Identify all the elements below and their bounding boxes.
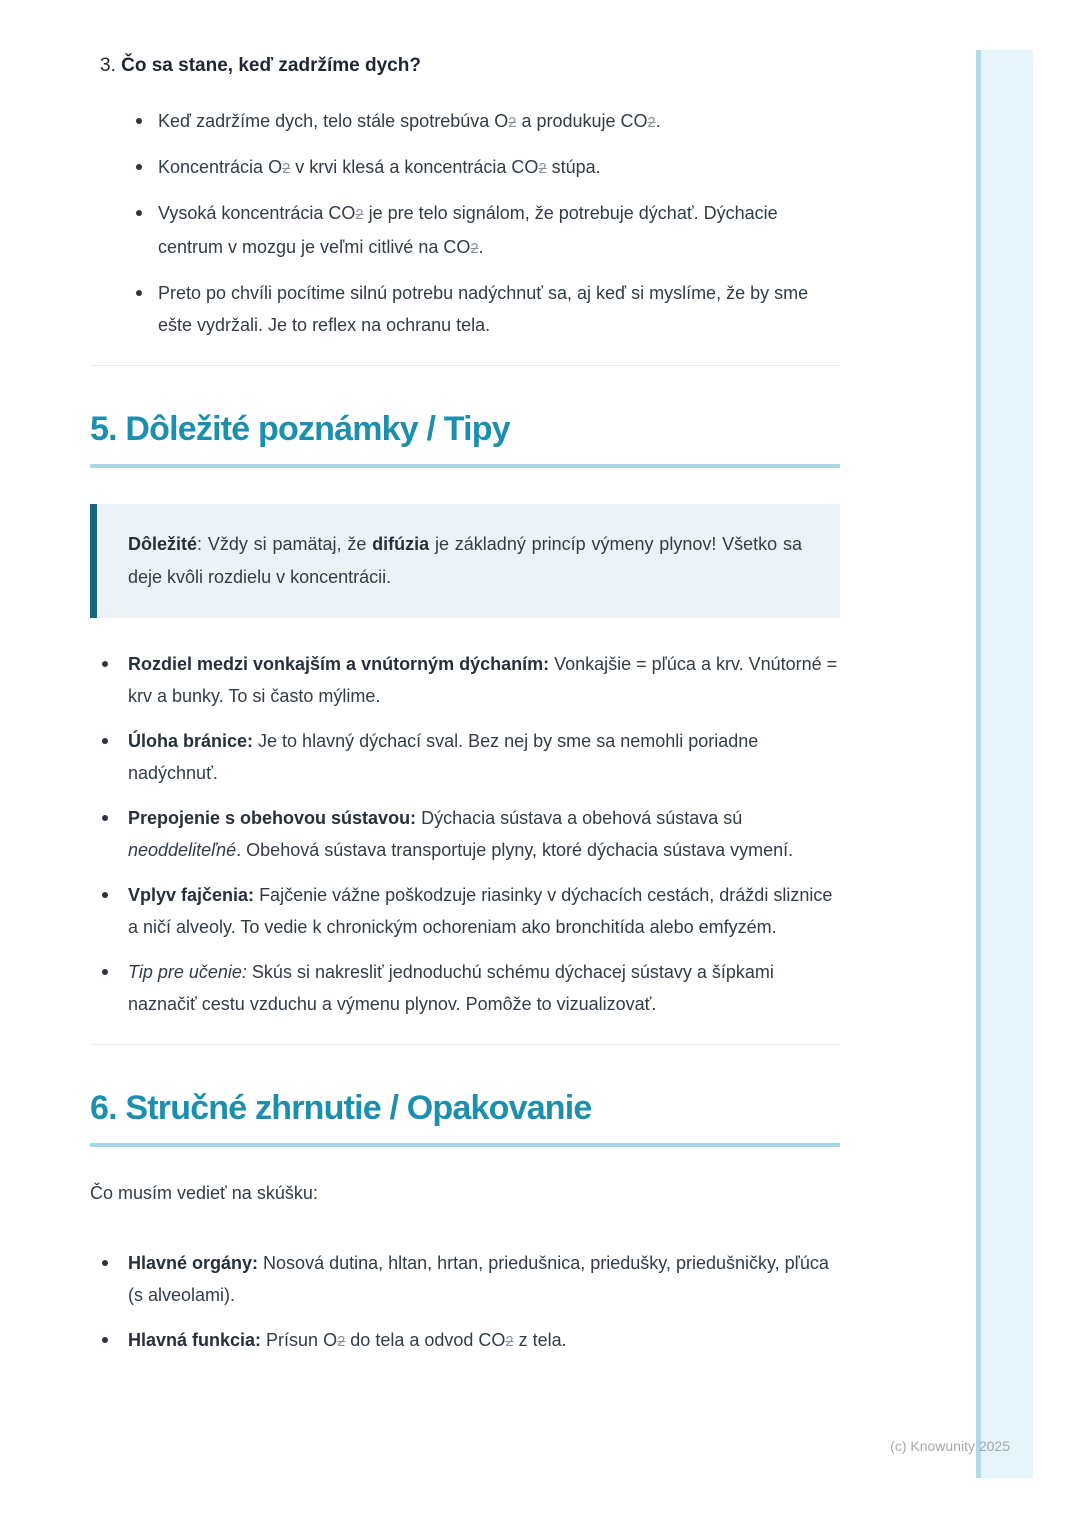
text-segment: Tip pre učenie: <box>128 962 247 982</box>
text-segment: 3. <box>100 55 122 76</box>
text-segment: 2 <box>508 115 517 131</box>
text-segment: Úloha bránice: <box>128 731 254 751</box>
list-item <box>90 105 840 139</box>
text-segment: Koncentrácia O <box>158 157 283 177</box>
text-segment: Prísun O <box>261 1330 338 1350</box>
text-segment: Rozdiel medzi vonkajším a vnútorným dýchaním: <box>128 654 550 674</box>
text-segment: Dýchacia sústava a obehová sústava sú <box>416 808 743 828</box>
right-accent-bar <box>976 50 1033 1478</box>
section-6-heading: 6. Stručné zhrnutie / Opakovanie <box>90 1085 840 1147</box>
text-segment: Nosová dutina, hltan, hrtan, priedušnica, priedušky, priedušničky, pľúca (s alveolami). <box>128 1253 829 1305</box>
text-segment: : Vždy si pamätaj, že <box>197 534 373 554</box>
text-segment: 2 <box>470 241 479 257</box>
important-callout <box>90 504 840 618</box>
text-segment: 2 <box>505 1334 514 1350</box>
text-segment: . <box>655 111 661 131</box>
list-item <box>90 956 840 1020</box>
text-segment: . <box>478 237 484 257</box>
text-segment: Je to hlavný dýchací sval. Bez nej by sme sa nemohli poriadne nadýchnuť. <box>128 731 759 783</box>
document-content <box>90 0 840 1371</box>
text-segment: z tela. <box>513 1330 567 1350</box>
list-item <box>90 197 840 265</box>
text-segment: stúpa. <box>546 157 601 177</box>
text-segment: Skús si nakresliť jednoduchú schému dýchacej sústavy a šípkami naznačiť cestu vzduchu a výmenu plynov. Pomôže to vizualizovať. <box>128 962 774 1014</box>
section-3-bullet-list <box>90 105 840 341</box>
text-segment: 2 <box>538 161 547 177</box>
text-segment: Čo sa stane, keď zadržíme dych? <box>121 55 421 76</box>
text-segment: Preto po chvíli pocítime silnú potrebu nadýchnuť sa, aj keď si myslíme, že by sme ešte vydržali. Je to reflex na ochranu tela. <box>158 283 809 335</box>
text-segment: Hlavné orgány: <box>128 1253 259 1273</box>
text-segment: do tela a odvod CO <box>345 1330 506 1350</box>
list-item <box>90 1324 840 1358</box>
callout-text <box>128 534 802 587</box>
footer-copyright: (c) Knowunity 2025 <box>890 1438 1010 1454</box>
section-3-heading <box>90 0 840 79</box>
list-item <box>90 802 840 866</box>
text-segment: v krvi klesá a koncentrácia CO <box>290 157 539 177</box>
text-segment: Vonkajšie = pľúca a krv. Vnútorné = krv a bunky. To si často mýlime. <box>128 654 838 706</box>
text-segment: neoddeliteľné <box>128 840 237 860</box>
list-item <box>90 879 840 943</box>
list-item <box>90 1247 840 1311</box>
text-segment: Fajčenie vážne poškodzuje riasinky v dýchacích cestách, dráždi sliznice a ničí alveoly. To vedie k chronickým ochoreniam ako bronchitída alebo emfyzém. <box>128 885 833 937</box>
text-segment: Prepojenie s obehovou sústavou: <box>128 808 417 828</box>
section-5-heading: 5. Dôležité poznámky / Tipy <box>90 406 840 468</box>
text-segment: 2 <box>282 161 291 177</box>
text-segment: . Obehová sústava transportuje plyny, ktoré dýchacia sústava vymení. <box>236 840 794 860</box>
list-item <box>90 277 840 341</box>
text-segment: je základný princíp výmeny plynov! Všetko sa deje kvôli rozdielu v koncentrácii. <box>128 534 803 587</box>
section-5-bullet-list <box>90 648 840 1020</box>
list-item <box>90 151 840 185</box>
list-item <box>90 725 840 789</box>
text-segment: Hlavná funkcia: <box>128 1330 262 1350</box>
text-segment: 2 <box>355 207 364 223</box>
text-segment: 2 <box>647 115 656 131</box>
list-item <box>90 648 840 712</box>
text-segment: je pre telo signálom, že potrebuje dýchať. Dýchacie centrum v mozgu je veľmi citlivé na CO <box>158 203 778 257</box>
summary-intro-text: Čo musím vedieť na skúšku: <box>90 1183 318 1203</box>
text-segment: Vysoká koncentrácia CO <box>158 203 356 223</box>
section-divider <box>90 1044 840 1045</box>
text-segment: Vplyv fajčenia: <box>128 885 255 905</box>
text-segment: Keď zadržíme dych, telo stále spotrebúva O <box>158 111 509 131</box>
text-segment: Dôležité <box>128 534 198 554</box>
text-segment: a produkuje CO <box>516 111 648 131</box>
section-divider <box>90 365 840 366</box>
text-segment: 2 <box>337 1334 346 1350</box>
section-6-bullet-list <box>90 1247 840 1358</box>
text-segment: difúzia <box>372 534 430 554</box>
